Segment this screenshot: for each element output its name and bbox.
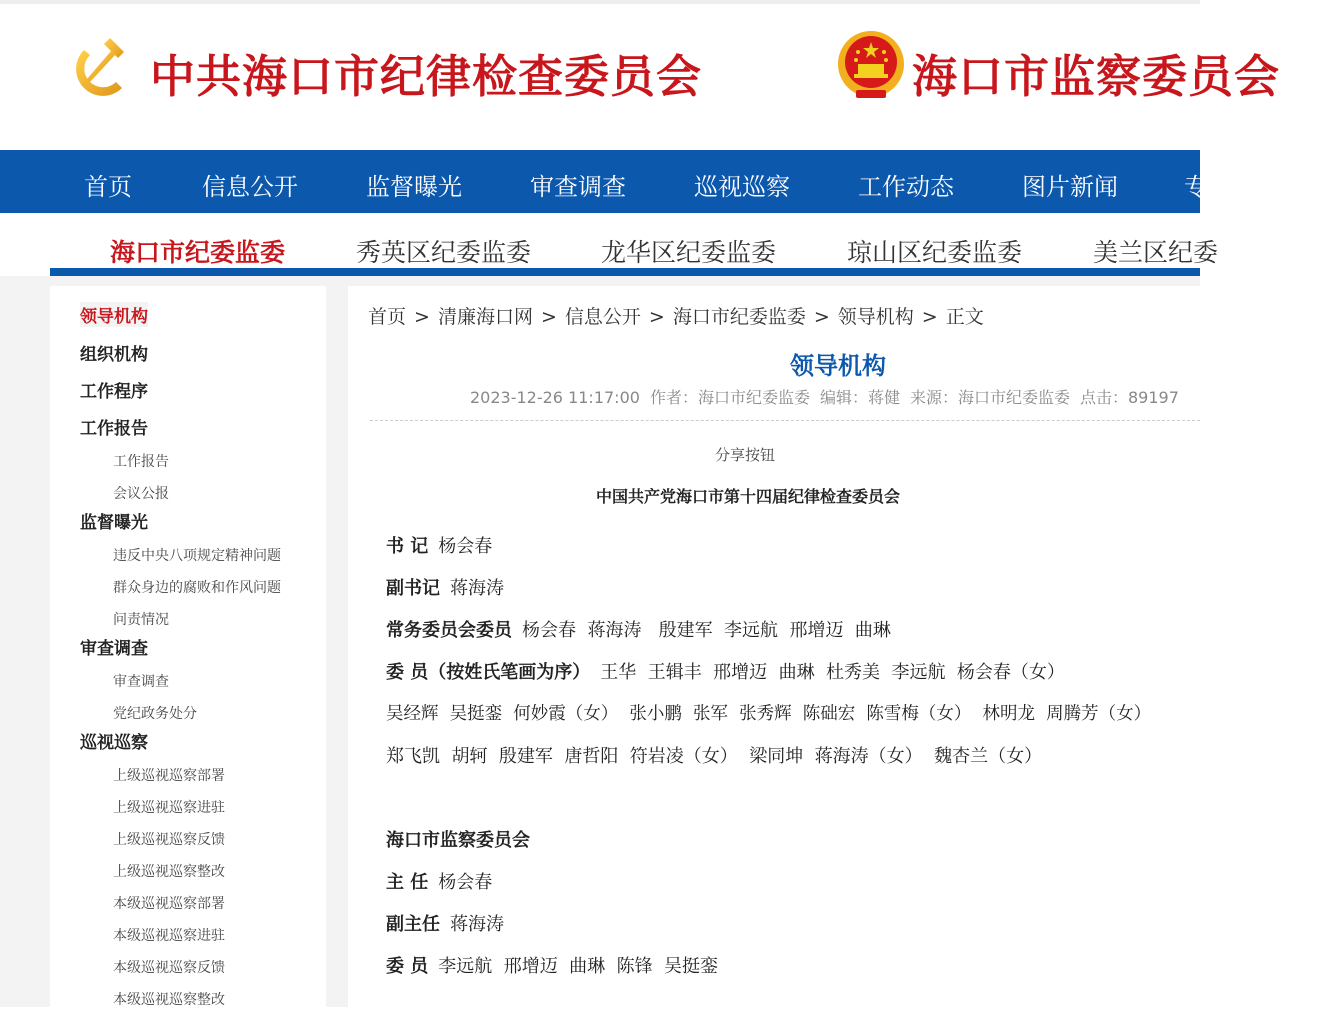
nav-inspection[interactable]: 巡视巡察 <box>694 173 790 201</box>
vice-director-name: 蒋海涛 <box>450 914 504 935</box>
article-author: 作者：海口市纪委监委 <box>649 388 810 407</box>
sidebar-sub-inspection[interactable]: 本级巡视巡察整改 <box>113 992 225 1008</box>
article-meta <box>470 385 1189 408</box>
deputy-secretary-label: 副书记 <box>386 578 440 599</box>
nav-info-public[interactable]: 信息公开 <box>202 173 298 201</box>
members-line <box>386 658 1065 684</box>
breadcrumb-separator: > <box>813 306 830 328</box>
nav-work-news[interactable]: 工作动态 <box>858 173 954 201</box>
breadcrumb-separator: > <box>921 306 938 328</box>
breadcrumb-separator: > <box>540 306 557 328</box>
sidebar-item-procedure[interactable]: 工作程序 <box>80 382 148 402</box>
deputy-secretary-line <box>386 574 504 600</box>
national-emblem-icon <box>836 28 906 104</box>
sidebar-item-inspection[interactable]: 巡视巡察 <box>80 733 148 753</box>
members-label: 委 员（按姓氏笔画为序） <box>386 662 591 683</box>
director-line <box>386 868 492 894</box>
breadcrumb-current: 正文 <box>945 306 984 328</box>
members-names-2: 吴经辉 吴挺銮 何妙霞（女） 张小鹏 张军 张秀辉 陈础宏 陈雪梅（女） 林明龙 周腾芳（女） <box>386 704 1152 724</box>
article-title: 领导机构 <box>790 352 886 380</box>
sidebar-sub-work-report[interactable]: 工作报告 <box>113 454 169 470</box>
secretary-line <box>386 532 492 558</box>
sidebar-sub-inspection[interactable]: 本级巡视巡察部署 <box>113 896 225 912</box>
article-source: 来源：海口市纪委监委 <box>909 388 1070 407</box>
sidebar-sub-inspection[interactable]: 本级巡视巡察进驻 <box>113 928 225 944</box>
district-tab-xiuying[interactable]: 秀英区纪委监委 <box>356 238 532 267</box>
party-committee-title: 中共海口市纪律检查委员会 <box>150 50 703 103</box>
sidebar-sub-grassroots-corruption[interactable]: 群众身边的腐败和作风问题 <box>113 580 281 596</box>
sidebar-sub-inspection[interactable]: 上级巡视巡察整改 <box>113 864 225 880</box>
standing-members-line <box>386 616 891 642</box>
sidebar-item-supervision[interactable]: 监督曝光 <box>80 513 148 533</box>
district-nav <box>50 213 1219 276</box>
sidebar-item-leadership[interactable]: 领导机构 <box>80 302 148 327</box>
secretary-label: 书 记 <box>386 536 429 557</box>
sidebar-sub-eight-rules[interactable]: 违反中央八项规定精神问题 <box>113 548 281 564</box>
breadcrumb-qinglian[interactable]: 清廉海口网 <box>437 306 533 328</box>
sidebar-sub-investigation[interactable]: 审查调查 <box>113 674 169 690</box>
district-tab-haikou[interactable]: 海口市纪委监委 <box>110 238 286 267</box>
standing-members-names: 杨会春 蒋海涛 殷建军 李远航 邢增迈 曲琳 <box>522 620 891 641</box>
sidebar-item-investigation[interactable]: 审查调查 <box>80 639 148 659</box>
party-emblem-icon <box>70 30 142 102</box>
sc-members-label: 委 员 <box>386 956 429 977</box>
share-button[interactable]: 分享按钮 <box>715 446 776 464</box>
sidebar-sub-disciplinary[interactable]: 党纪政务处分 <box>113 706 197 722</box>
director-name: 杨会春 <box>438 872 493 893</box>
nav-supervision[interactable]: 监督曝光 <box>366 173 462 201</box>
members-line-3 <box>386 742 1042 768</box>
breadcrumb-haikou[interactable]: 海口市纪委监委 <box>672 306 806 328</box>
district-tab-meilan[interactable]: 美兰区纪委 <box>1093 238 1219 267</box>
article-clicks: 点击：89197 <box>1079 388 1179 407</box>
meta-divider <box>370 420 1200 421</box>
members-names-1: 王华 王辑丰 邢增迈 曲琳 杜秀美 李远航 杨会春（女） <box>600 662 1065 683</box>
sidebar-sub-inspection[interactable]: 上级巡视巡察部署 <box>113 768 225 784</box>
deputy-secretary-name: 蒋海涛 <box>450 578 504 599</box>
site-header <box>0 0 1281 150</box>
sidebar-sub-inspection[interactable]: 上级巡视巡察反馈 <box>113 832 225 848</box>
sc-members-names: 李远航 邢增迈 曲琳 陈锋 吴挺銮 <box>438 956 719 977</box>
sidebar-sub-inspection[interactable]: 本级巡视巡察反馈 <box>113 960 225 976</box>
director-label: 主 任 <box>386 872 429 893</box>
nav-investigation[interactable]: 审查调查 <box>530 173 626 201</box>
sidebar-item-organization[interactable]: 组织机构 <box>80 345 148 365</box>
district-tab-qiongshan[interactable]: 琼山区纪委监委 <box>847 238 1023 267</box>
sc-members-line <box>386 952 718 978</box>
article-editor: 编辑：蒋健 <box>819 388 900 407</box>
sidebar-sub-meeting-bulletin[interactable]: 会议公报 <box>113 486 169 502</box>
members-names-3: 郑飞凯 胡轲 殷建军 唐哲阳 符岩凌（女） 梁同坤 蒋海涛（女） 魏杏兰（女） <box>386 746 1043 767</box>
breadcrumb-home[interactable]: 首页 <box>368 306 407 328</box>
district-nav-underline <box>50 268 1200 276</box>
main-nav <box>0 150 1208 213</box>
nav-special[interactable]: 专 <box>1184 173 1208 201</box>
breadcrumb-separator: > <box>414 306 430 328</box>
article-date: 2023-12-26 11:17:00 <box>470 388 640 407</box>
breadcrumb-separator: > <box>648 306 665 328</box>
nav-home[interactable]: 首页 <box>84 173 132 201</box>
secretary-name: 杨会春 <box>438 536 493 557</box>
members-line-2 <box>386 700 1151 725</box>
standing-members-label: 常务委员会委员 <box>386 620 512 641</box>
district-tab-longhua[interactable]: 龙华区纪委监委 <box>601 238 777 267</box>
supervision-committee-heading: 海口市监察委员会 <box>386 830 530 851</box>
supervision-committee-title: 海口市监察委员会 <box>912 50 1281 103</box>
vice-director-line <box>386 910 504 936</box>
sidebar-sub-accountability[interactable]: 问责情况 <box>113 612 169 628</box>
sidebar-sub-inspection[interactable]: 上级巡视巡察进驻 <box>113 800 225 816</box>
committee-title: 中国共产党海口市第十四届纪律检查委员会 <box>595 487 900 506</box>
article-panel <box>348 286 1200 1007</box>
breadcrumb-info-public[interactable]: 信息公开 <box>564 306 641 328</box>
nav-photo-news[interactable]: 图片新闻 <box>1022 173 1118 201</box>
breadcrumb <box>368 302 984 329</box>
sidebar <box>50 286 326 1007</box>
breadcrumb-leadership[interactable]: 领导机构 <box>837 306 914 328</box>
sidebar-item-work-report[interactable]: 工作报告 <box>80 419 148 439</box>
vice-director-label: 副主任 <box>386 914 440 935</box>
